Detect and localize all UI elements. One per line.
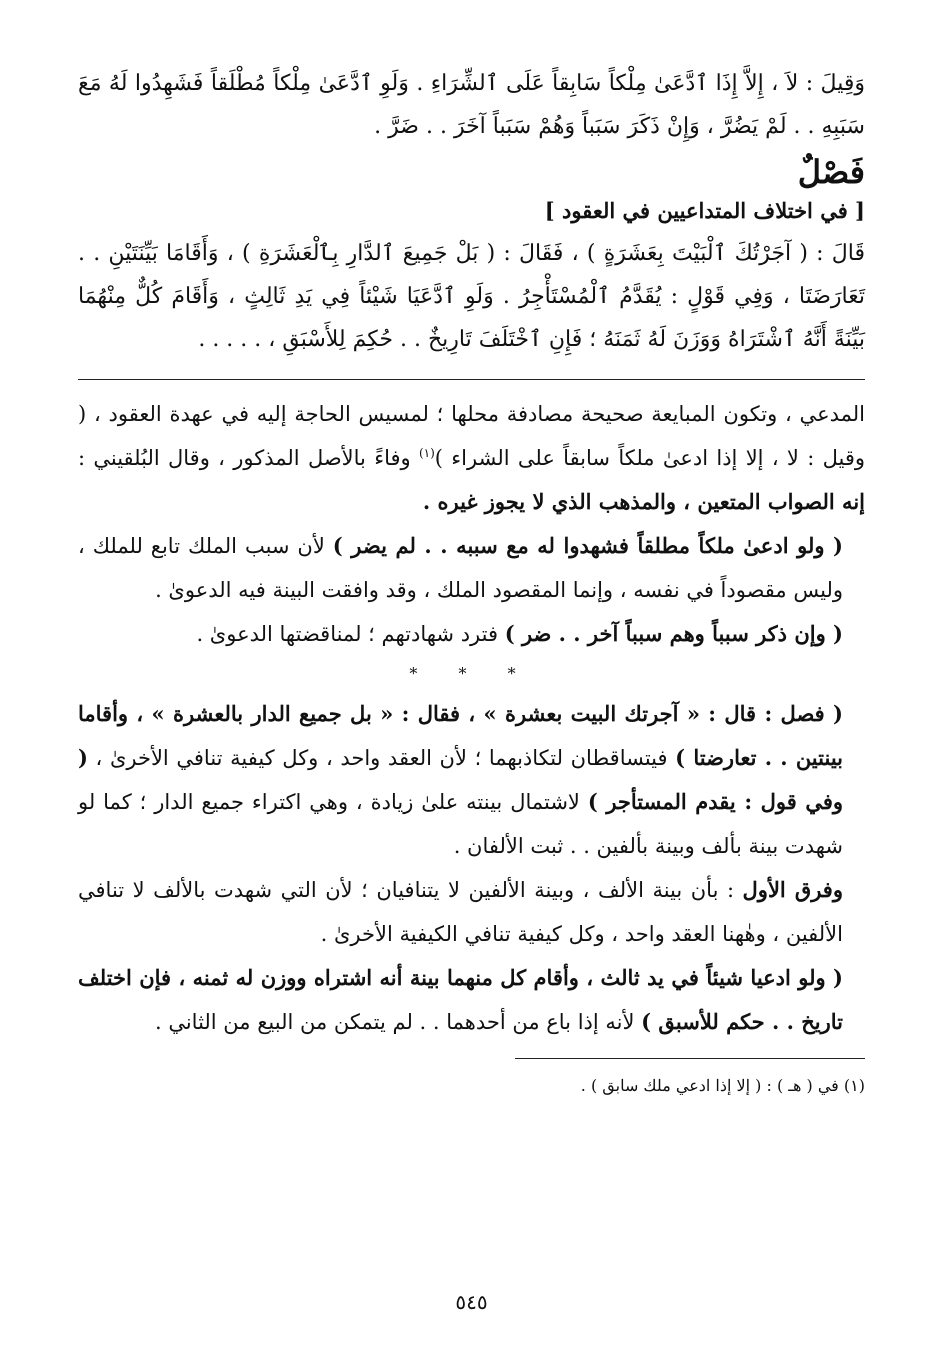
- fasl-title: فَصْلٌ: [797, 153, 865, 191]
- sharh-p4-bold-b: ( وفي قول : يقدم المستأجر ): [78, 745, 844, 814]
- document-page: [78, 62, 865, 1372]
- sharh-paragraph-6: [78, 956, 865, 1044]
- sharh-p4-text-a: فيتساقطان لتكاذبهما ؛ لأن العقد واحد ، وكل كيفية تنافي الأخرىٰ ،: [87, 746, 676, 770]
- sharh-p2-bold: ( ولو ادعىٰ ملكاً مطلقاً فشهدوا له مع سببه . . لم يضر ): [332, 533, 843, 558]
- sharh-block: [78, 392, 865, 1044]
- section-heading: [ في اختلاف المتداعيين في العقود ]: [544, 198, 865, 223]
- footnote-marker: (١): [418, 446, 435, 460]
- matn-paragraph-1: وَقِيلَ : لاَ ، إِلاَّ إِذَا ٱدَّعَىٰ مِلْكاً سَابِقاً عَلَى ٱلشِّرَاءِ . وَلَوِ ٱدَّعَىٰ مِلْكاً مُطْلَقاً فَشَهِدُوا لَهُ مَعَ سَبَبِهِ . . لَمْ يَضُرَّ ، وَإِنْ ذَكَرَ سَبَباً وَهُمْ سَبَباً آخَرَ . . ضَرَّ .: [78, 71, 865, 139]
- sharh-p6-bold: ( ولو ادعيا شيئاً في يد ثالث ، وأقام كل منهما بينة أنه اشتراه ووزن له ثمنه ، فإن اختلف تاريخ . . حكم للأسبق ): [78, 965, 843, 1034]
- sharh-p5-text: : بأن بينة الألف ، وبينة الألفين لا يتنافيان ؛ لأن التي شهدت بالألف لا تنافي الألفين ، وهٰهنا العقد واحد ، وكل كيفية تنافي الكيفية الأخرىٰ .: [78, 878, 843, 946]
- footnote-rule: [515, 1058, 865, 1059]
- sharh-p1-text-b: وفاءً بالأصل المذكور ، وقال البُلقيني :: [78, 446, 419, 470]
- sharh-p2-text: لأن سبب الملك تابع للملك ، وليس مقصوداً في نفسه ، وإنما المقصود الملك ، وقد وافقت البينة فيه الدعوىٰ .: [78, 534, 843, 602]
- section-separator-stars: * * *: [409, 664, 534, 683]
- footnote: (١) في ( هـ ) : ( إلا إذا ادعي ملك سابق ) .: [580, 1076, 865, 1095]
- sharh-p3-text: فترد شهادتهم ؛ لمناقضتها الدعوىٰ .: [196, 622, 505, 646]
- sharh-p4-text-b: لاشتمال بينته علىٰ زيادة ، وهي اكتراء جميع الدار ؛ كما لو شهدت بينة بألف وبينة بألفين . . ثبت الألفان .: [78, 790, 843, 858]
- sharh-paragraph-3: [78, 612, 865, 656]
- sharh-p4-bold: ( فصل : قال : « آجرتك البيت بعشرة » ، فقال : « بل جميع الدار بالعشرة » ، وأقاما بينتين . . تعارضتا ): [78, 701, 843, 770]
- sharh-p1-text-a: المدعي ، وتكون المبايعة صحيحة مصادفة محلها ؛ لمسيس الحاجة إليه في عهدة العقود ، ( وقيل : لا ، إلا إذا ادعىٰ ملكاً سابقاً على الشراء ): [78, 402, 865, 470]
- matn-sharh-divider: [78, 379, 865, 380]
- sharh-paragraph-2: [78, 524, 865, 612]
- sharh-p6-text: لأنه إذا باع من أحدهما . . لم يتمكن من البيع من الثاني .: [154, 1010, 642, 1034]
- sharh-p1-bold: إنه الصواب المتعين ، والمذهب الذي لا يجوز غيره .: [422, 489, 865, 514]
- matn-block: [78, 62, 865, 361]
- sharh-paragraph-4: [78, 692, 865, 868]
- page-number: ٥٤٥: [455, 1290, 488, 1314]
- matn-paragraph-2: قَالَ : ( آجَرْتُكَ ٱلْبَيْتَ بِعَشَرَةٍ ) ، فَقَالَ : ( بَلْ جَمِيعَ ٱلدَّارِ بِٱلْعَشَرَةِ ) ، وَأَقَامَا بَيِّنَتَيْنِ . . تَعَارَضَتَا ، وَفِي قَوْلٍ : يُقَدَّمُ ٱلْمُسْتَأْجِرُ . وَلَوِ ٱدَّعَيَا شَيْئاً فِي يَدِ ثَالِثٍ ، وَأَقَامَ كُلٌّ مِنْهُمَا بَيِّنَةً أَنَّهُ ٱشْتَرَاهُ وَوَزَنَ لَهُ ثَمَنَهُ ؛ فَإِنِ ٱخْتَلَفَ تَارِيخٌ . . حُكِمَ لِلأَسْبَقِ ، . . . . .: [78, 241, 865, 352]
- sharh-paragraph-5: [78, 868, 865, 956]
- sharh-paragraph-1: [78, 392, 865, 524]
- sharh-p5-bold: وفرق الأول: [742, 877, 843, 902]
- sharh-p3-bold: ( وإن ذكر سبباً وهم سبباً آخر . . ضر ): [504, 621, 843, 646]
